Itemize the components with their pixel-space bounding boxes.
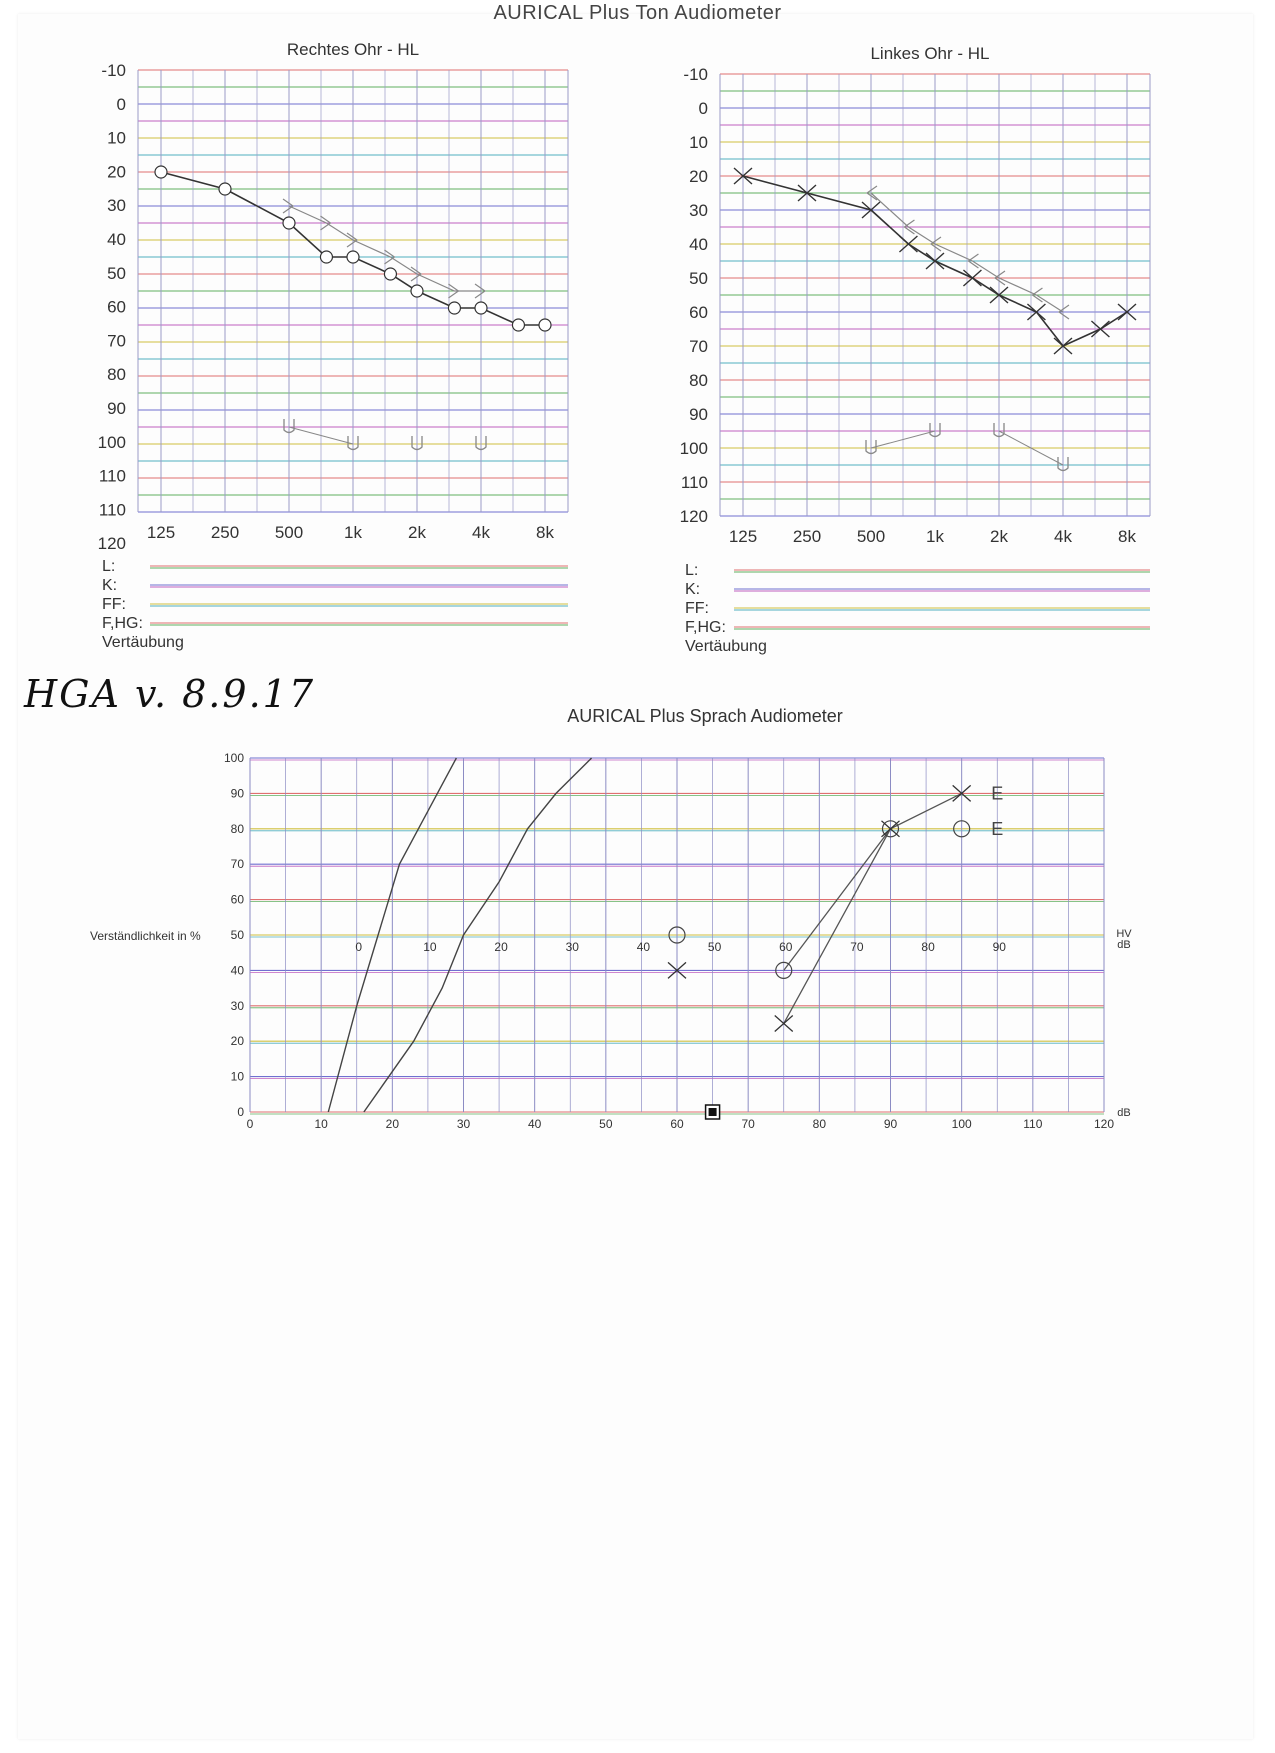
x-tick-label: 250 — [792, 527, 822, 546]
x-tick-label: 8k — [1118, 527, 1136, 546]
y-tick-label: 50 — [689, 269, 708, 288]
y-tick-label: 70 — [689, 337, 708, 356]
x-tick-label: 500 — [856, 527, 886, 546]
legend-item: K: — [102, 577, 118, 594]
y-tick-label: 70 — [107, 331, 126, 351]
y-tick-label: 80 — [230, 821, 244, 836]
y-tick-label: 30 — [230, 998, 244, 1013]
hv-axis-label: HV — [1116, 928, 1132, 940]
x-tick-label: 10 — [314, 1117, 328, 1131]
y-tick-label: 120 — [679, 507, 708, 526]
legend-item: FF: — [102, 596, 126, 613]
left-ear-title: Linkes Ohr - HL — [870, 44, 990, 63]
hv-tick-label: 40 — [636, 940, 651, 954]
speech-chart-title: AURICAL Plus Sprach Audiometer — [567, 706, 843, 726]
y-tick-label: 90 — [689, 405, 708, 424]
hv-tick-label: 20 — [494, 940, 508, 954]
x-tick-label: 90 — [883, 1117, 898, 1131]
annotation-label: E — [991, 818, 1004, 839]
data-point-circle — [512, 319, 524, 331]
y-tick-label: 0 — [237, 1105, 244, 1119]
y-tick-label: 20 — [230, 1034, 244, 1049]
hv-tick-label: 90 — [992, 940, 1006, 954]
y-tick-label: 20 — [107, 162, 126, 182]
y-tick-label: 0 — [116, 94, 126, 114]
y-tick-label: 10 — [689, 133, 708, 152]
hv-tick-label: 50 — [707, 940, 722, 954]
x-tick-label: 1k — [344, 523, 362, 542]
x-tick-label: 500 — [274, 523, 304, 542]
legend-item: Vertäubung — [102, 634, 184, 651]
data-point-circle — [539, 319, 551, 331]
legend-item: F,HG: — [102, 615, 143, 632]
legend-item: F,HG: — [685, 619, 726, 636]
data-point-circle — [320, 251, 332, 263]
y-tick-label: 70 — [230, 857, 244, 872]
handwritten-note: HGA v. 8.9.17 — [24, 672, 315, 716]
y-tick-label: 60 — [689, 303, 708, 322]
x-tick-label: 20 — [385, 1117, 400, 1131]
y-tick-label: 50 — [107, 263, 126, 283]
y-tick-label: 10 — [230, 1069, 244, 1084]
y-tick-label: 60 — [230, 892, 244, 907]
y-axis-label: Verständlichkeit in % — [90, 929, 201, 943]
y-tick-label: 100 — [223, 751, 244, 765]
x-tick-label: 70 — [741, 1117, 755, 1131]
data-point-circle — [155, 166, 167, 178]
legend-item: L: — [102, 558, 116, 575]
y-tick-label: 110 — [98, 500, 126, 520]
hv-tick-label: 30 — [565, 940, 579, 954]
y-tick-label: 60 — [107, 297, 126, 317]
legend-item: K: — [685, 581, 701, 598]
x-tick-label: 125 — [728, 527, 758, 546]
y-tick-label: 40 — [689, 235, 708, 254]
hv-tick-label: 80 — [921, 940, 935, 954]
series-line — [784, 793, 962, 1023]
x-tick-label: 4k — [472, 523, 490, 542]
x-tick-label: 125 — [146, 523, 176, 542]
hv-tick-label: 10 — [423, 940, 437, 954]
legend-item: FF: — [685, 600, 709, 617]
x-tick-label: 120 — [1093, 1117, 1115, 1131]
y-tick-label: 80 — [107, 365, 126, 385]
hv-tick-label: 0 — [355, 940, 363, 954]
y-tick-label: 90 — [230, 786, 244, 801]
y-tick-label: 10 — [107, 128, 126, 148]
x-tick-label: 0 — [246, 1117, 254, 1131]
y-tick-label: 90 — [107, 399, 126, 418]
data-point-circle — [448, 302, 460, 314]
x-tick-label: 60 — [670, 1117, 684, 1131]
x-tick-label: 50 — [599, 1117, 613, 1131]
y-tick-label: -10 — [683, 65, 708, 84]
hv-unit-label: dB — [1117, 939, 1131, 951]
x-tick-label: 80 — [812, 1117, 827, 1131]
hv-tick-label: 70 — [850, 940, 864, 954]
y-tick-label: 30 — [107, 196, 126, 216]
hv-tick-label: 60 — [779, 940, 793, 954]
data-point-circle — [384, 268, 396, 280]
audiogram-rechtes-ohr---hl — [138, 70, 568, 512]
audiogram-linkes-ohr---hl — [720, 74, 1150, 516]
data-point-circle — [475, 302, 487, 314]
annotation-label: E — [991, 783, 1004, 804]
x-tick-label: 250 — [210, 523, 240, 542]
x-tick-label: 1k — [926, 527, 944, 546]
right-ear-title: Rechtes Ohr - HL — [286, 40, 420, 59]
x-axis-label: dB — [1117, 1107, 1131, 1119]
x-tick-label: 100 — [951, 1117, 972, 1131]
x-tick-label: 4k — [1054, 527, 1072, 546]
y-tick-label: 20 — [689, 167, 708, 186]
y-tick-label: 40 — [230, 963, 244, 978]
speech-audiogram — [250, 758, 1104, 1119]
x-tick-label: 110 — [1023, 1117, 1043, 1131]
x-tick-label: 2k — [990, 527, 1008, 546]
y-tick-label: 100 — [97, 432, 126, 452]
y-tick-label: 110 — [680, 473, 708, 492]
y-tick-label: 110 — [98, 466, 126, 486]
y-tick-label: 120 — [97, 534, 126, 554]
y-tick-label: 100 — [679, 439, 708, 458]
page-title: AURICAL Plus Ton Audiometer — [493, 2, 782, 24]
y-tick-label: 80 — [689, 371, 708, 390]
data-point-circle — [347, 251, 359, 263]
x-tick-label: 2k — [408, 523, 426, 542]
y-tick-label: 0 — [698, 99, 708, 118]
y-tick-label: -10 — [101, 61, 126, 80]
data-point-circle — [411, 285, 423, 297]
x-tick-label: 30 — [456, 1117, 471, 1131]
legend-item: Vertäubung — [685, 638, 767, 655]
y-tick-label: 40 — [107, 230, 126, 249]
marker-box-fill — [709, 1108, 717, 1116]
legend-item: L: — [685, 562, 699, 579]
data-point-circle — [219, 183, 231, 195]
x-tick-label: 40 — [527, 1117, 542, 1131]
y-tick-label: 30 — [689, 201, 708, 220]
x-tick-label: 8k — [536, 523, 554, 542]
data-point-circle — [283, 217, 295, 229]
y-tick-label: 50 — [230, 928, 244, 942]
